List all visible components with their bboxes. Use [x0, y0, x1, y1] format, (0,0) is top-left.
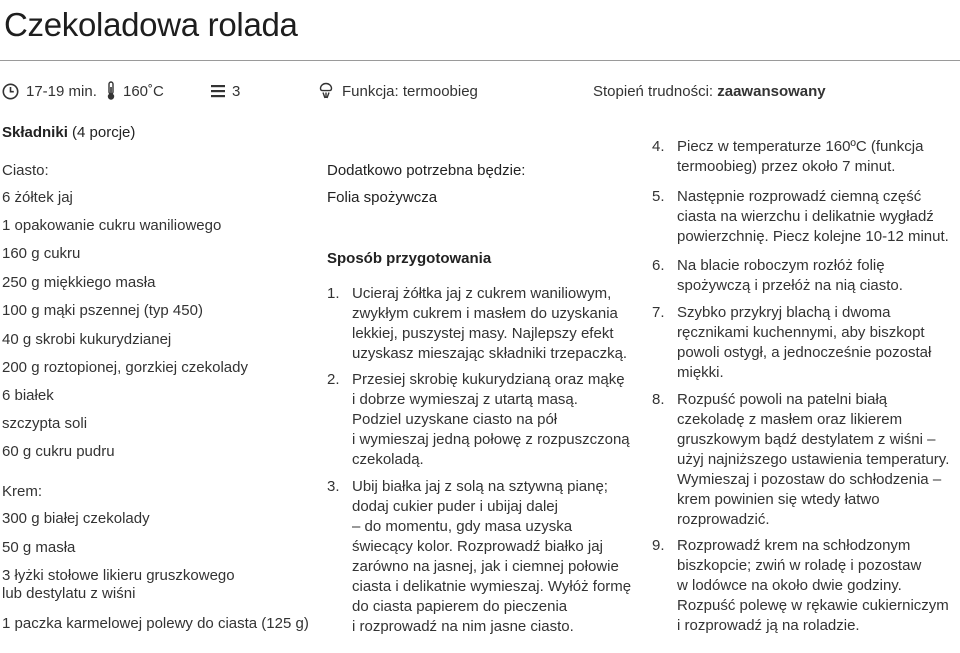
- ingredient-item: 1 opakowanie cukru waniliowego: [2, 217, 222, 234]
- extras-label: Dodatkowo potrzebna będzie:: [327, 162, 526, 179]
- ingredient-item: 300 g białej czekolady: [2, 510, 150, 527]
- step-number: 3.: [327, 478, 340, 495]
- step-text: Przesiej skrobię kukurydzianą oraz mąkę i dobrze wymieszaj z utartą masą. Podziel uzyskane ciasto na pół i wymieszaj jedną połowę z rozpuszczoną czekoladą.: [352, 371, 630, 468]
- clock-icon: [2, 83, 19, 100]
- ingredient-item: szczypta soli: [2, 415, 88, 432]
- step-text: Rozprowadź krem na schłodzonym biszkopcie; zwiń w roladę i pozostaw w lodówce na około dwie godziny. Rozpuść polewę w rękawie cukierniczym i rozprowadź ją na roladzie.: [677, 537, 949, 634]
- ingredient-item: 160 g cukru: [2, 245, 81, 262]
- step-number: 7.: [652, 304, 665, 321]
- difficulty-label: Stopień trudności:: [593, 82, 714, 100]
- time-info: [2, 80, 97, 102]
- method-heading: Sposób przygotowania: [327, 250, 492, 267]
- difficulty-info: [593, 80, 826, 102]
- ingredients-heading: [2, 124, 135, 141]
- title-divider: [0, 60, 960, 61]
- step-text: Ubij białka jaj z solą na sztywną pianę; dodaj cukier puder i ubijaj dalej – do momentu, gdy masa uzyska świecący kolor. Rozprowadź białko jaj zarówno na jasnej, jak i ciemnej połowie ciasta i delikatnie wymieszaj. Wyłóż formę do ciasta papierem do pieczenia i rozprowadź na nim jasne ciasto.: [352, 478, 632, 635]
- step-number: 2.: [327, 371, 340, 388]
- shelf-level-icon: [211, 84, 225, 98]
- dough-label: Ciasto:: [2, 162, 49, 179]
- step-text: Ucieraj żółtka jaj z cukrem waniliowym, zwykłym cukrem i masłem do uzyskania lekkiej, puszystej masy. Najlepszy efekt uzyskasz mieszając składniki trzepaczką.: [352, 285, 628, 362]
- step-text: Na blacie roboczym rozłóż folię spożywczą i przełóż na nią ciasto.: [677, 257, 903, 294]
- ingredient-item: 40 g skrobi kukurydzianej: [2, 331, 172, 348]
- step-text: Szybko przykryj blachą i dwoma ręcznikami kuchennymi, aby biszkopt powoli ostygł, a jednocześnie pozostał miękki.: [677, 304, 932, 381]
- step-text: Następnie rozprowadź ciemną część ciasta na wierzchu i delikatnie wygładź powierzchnię. Piecz kolejne 10-12 minut.: [677, 188, 949, 245]
- cream-label: Krem:: [2, 483, 43, 500]
- step-number: 9.: [652, 537, 665, 554]
- function-info: [317, 80, 478, 102]
- step-text: Rozpuść powoli na patelni białą czekoladę z masłem oraz likierem gruszkowym bądź destylatem z wiśni – użyj najniższego ustawienia temperatury. Wymieszaj i pozostaw do schłodzenia – krem powinien się wtedy łatwo rozprowadzić.: [677, 391, 950, 528]
- fan-icon: [317, 82, 335, 100]
- page-title: Czekoladowa rolada: [4, 6, 298, 43]
- ingredient-item: 3 łyżki stołowe likieru gruszkowego lub destylatu z wiśni: [2, 567, 235, 602]
- ingredient-item: 60 g cukru pudru: [2, 443, 115, 460]
- level-info: [211, 80, 240, 102]
- extras-item: Folia spożywcza: [327, 189, 438, 206]
- ingredient-item: 6 żółtek jaj: [2, 189, 73, 206]
- step-number: 1.: [327, 285, 340, 302]
- ingredient-item: 1 paczka karmelowej polewy do ciasta (125 g): [2, 615, 309, 632]
- ingredient-item: 200 g roztopionej, gorzkiej czekolady: [2, 359, 248, 376]
- function-label: Funkcja: termoobieg: [342, 82, 478, 100]
- ingredient-item: 50 g masła: [2, 539, 76, 556]
- step-number: 6.: [652, 257, 665, 274]
- step-text: Piecz w temperaturze 160ºC (funkcja termoobieg) przez około 7 minut.: [677, 138, 924, 175]
- temperature-value: 160˚C: [123, 82, 164, 100]
- step-number: 8.: [652, 391, 665, 408]
- step-number: 4.: [652, 138, 665, 155]
- time-value: 17-19 min.: [26, 82, 97, 100]
- temperature-info: [106, 80, 164, 102]
- ingredient-item: 6 białek: [2, 387, 54, 404]
- difficulty-value: zaawansowany: [717, 82, 826, 100]
- level-value: 3: [232, 82, 241, 100]
- ingredient-item: 100 g mąki pszennej (typ 450): [2, 302, 203, 319]
- thermometer-icon: [106, 81, 116, 101]
- portions: (4 porcje): [72, 124, 136, 141]
- ingredients-title: Składniki: [2, 124, 68, 141]
- ingredient-item: 250 g miękkiego masła: [2, 274, 156, 291]
- step-number: 5.: [652, 188, 665, 205]
